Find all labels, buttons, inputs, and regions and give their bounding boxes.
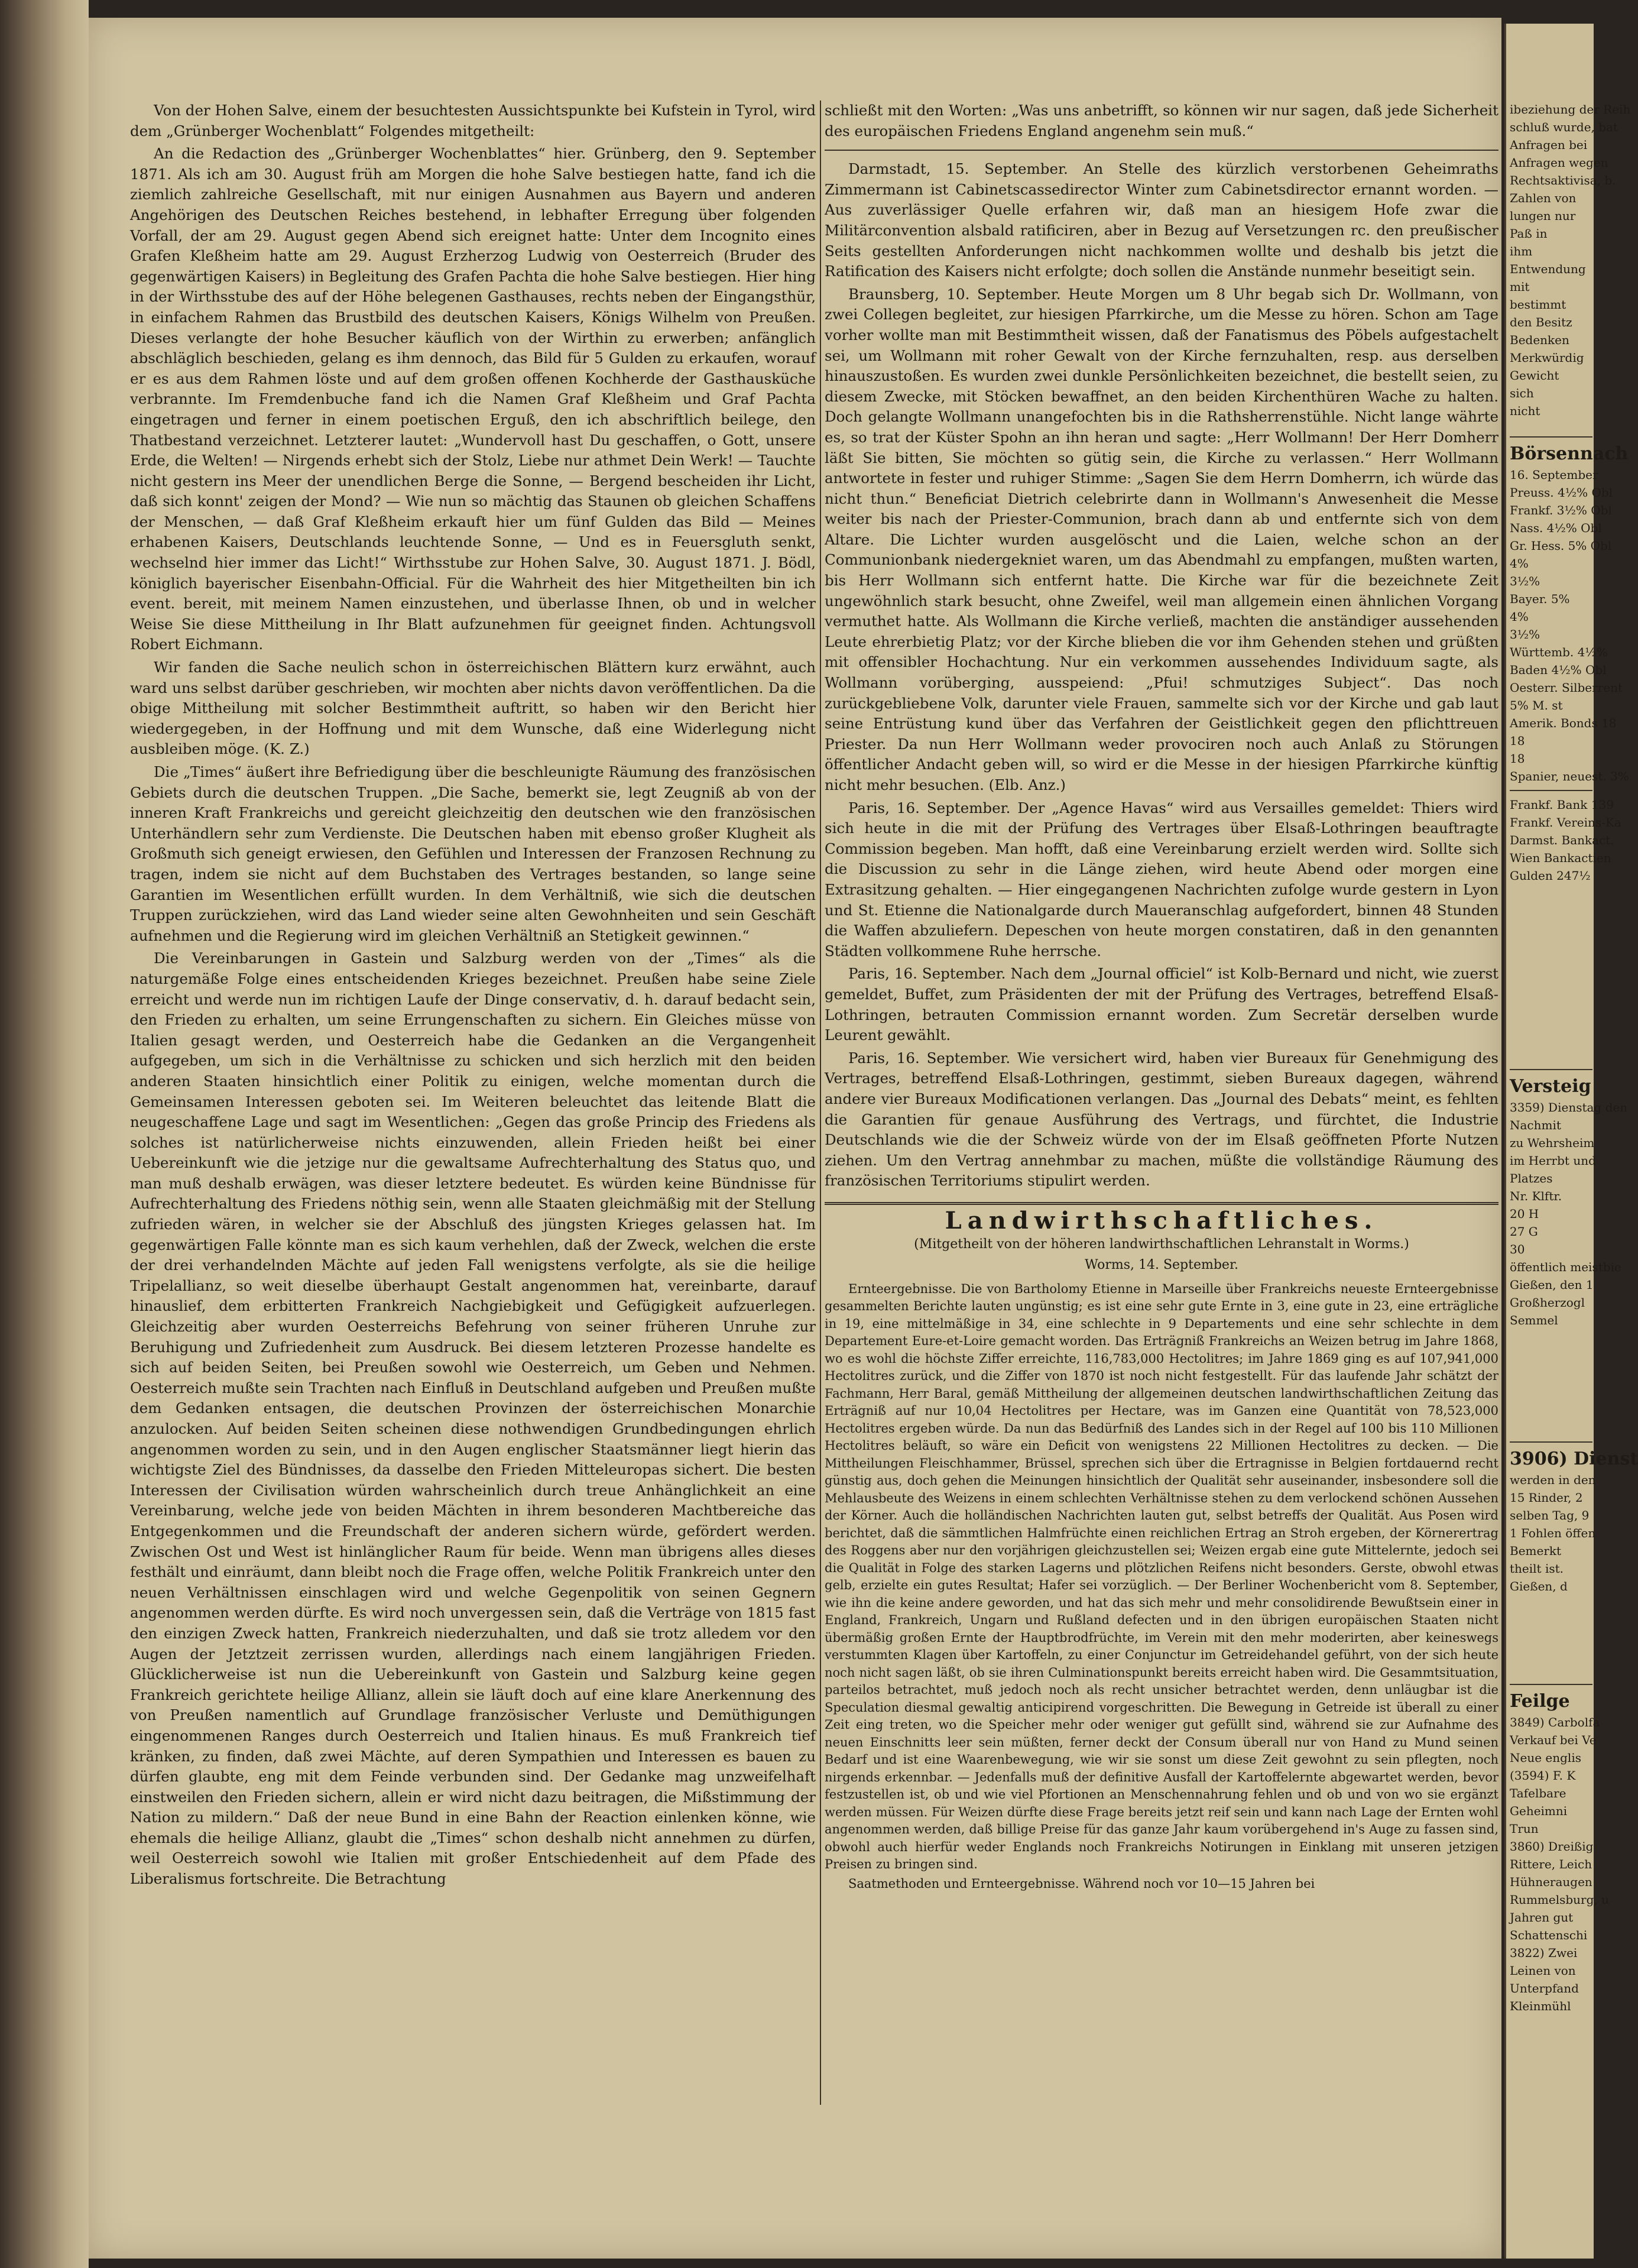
strip-line: Rechtsaktivisa, b.: [1510, 173, 1616, 187]
strip-line: Gr. Hess. 5% Obl: [1510, 539, 1612, 553]
article-paris-3: Paris, 16. September. Wie versichert wird, haben vier Bureaux für Genehmigung des Vertrages, betreffend Elsaß-Lothringen, gestimmt, sieben Bureaux dagegen, während andere vier Bureaux Modificationen verlangen. Das „Journal des Debats“ meint, es fehlten die Garantien für genaue Ausführung des Vertrags, und fürchtet, die Industrie Deutschlands wie die der Schweiz würde von der im Elsaß geöffneten Pforte Nutzen ziehen. Um den Vertrag annehmbar zu machen, müßte die vollständige Räumung des französischen Territoriums stipulirt werden.: [825, 1049, 1498, 1190]
strip-line: Zahlen von: [1510, 191, 1577, 205]
strip-line: Frankf. Vereins-Ka: [1510, 815, 1621, 830]
section-body: [825, 1281, 1498, 1893]
strip-line: 3822) Zwei: [1510, 1946, 1578, 1960]
strip-line: sich: [1510, 386, 1534, 400]
strip-line: Hühneraugen: [1510, 1875, 1592, 1889]
strip-line: Anfragen bei: [1510, 138, 1588, 152]
strip-line: Bedenken: [1510, 333, 1569, 347]
strip-line: 3½%: [1510, 627, 1540, 641]
strip-line: Rittere, Leich: [1510, 1857, 1592, 1871]
strip-line: Nachmit: [1510, 1118, 1561, 1132]
section-divider: [825, 1202, 1498, 1205]
strip-line: Jahren gut: [1510, 1910, 1574, 1924]
other-title: 3906) Dienst: [1510, 1449, 1638, 1469]
strip-line: Merkwürdig: [1510, 351, 1584, 365]
article-paris-1: Paris, 16. September. Der „Agence Havas“ wird aus Versailles gemeldet: Thiers wird sich heute in die mit der Prüfung des Vertrages über Elsaß-Lothringen beauftragte Commission begeben. Man hofft, daß eine Vereinbarung erzielt werden wird. Sollte sich die Discussion zu sehr in die Länge ziehen, wird heute Abend oder morgen eine Extrasitzung gehalten. — Hier eingegangenen Nachrichten zufolge wurde gestern in Lyon und St. Etienne die Nationalgarde durch Maueranschlag aufgefordert, binnen 48 Stunden die Waffen abzuliefern. Depeschen von heute morgen constatiren, daß in den genannten Städten vollkommene Ruhe herrsche.: [825, 799, 1498, 960]
strip-line: Bayer. 5%: [1510, 592, 1570, 606]
strip-line: 30: [1510, 1242, 1525, 1256]
versteig-title: Versteig: [1510, 1076, 1591, 1097]
strip-line: Paß in: [1510, 226, 1548, 241]
article-times-2: Die Vereinbarungen in Gastein und Salzburg werden von der „Times“ als die naturgemäße Folge eines entscheidenden Krieges bezeichnet. Preußen habe seine Ziele erreicht und werde nun im richtigen Laufe der Dinge conservativ, d. h. darauf bedacht sein, den Frieden zu erhalten, um seine Errungenschaften zu sichern. Ein Gleiches müsse von Italien gesagt werden, und Oesterreich habe die Gedanken an die Vergangenheit aufgegeben, um sich in die Verhältnisse zu schicken und sich herzlich mit den beiden anderen Staaten hinsichtlich einer Politik zu einigen, welche momentan durch die Gemeinsamen Interessen geboten sei. Im Weiteren beleuchtet das leitende Blatt die neugeschaffene Lage und sagt im Wesentlichen: „Gegen das große Princip des Friedens als solches ist natürlicherweise nichts einzuwenden, allein Frieden heißt bei einer Uebereinkunft wie die jetzige nur die gewaltsame Aufrechterhaltung des Status quo, und man muß deshalb erwägen, was dieser letztere bedeutet. Es würden keine Bündnisse für Aufrechterhaltung des Friedens nöthig sein, wenn alle Staaten gleichmäßig mit der Stellung zufrieden wären, in welcher sie der Abschluß des jüngsten Krieges gelassen hat. Im gegenwärtigen Falle könnte man es sich kaum verhehlen, daß der Zweck, welchen die erste der drei verhandelnden Mächte auf jeden Fall wenigstens verfolgte, als sie die heilige Tripelallianz, so weit dieselbe überhaupt Gestalt angenommen hat, vereinbarte, darauf hinauslief, dem erbitterten Frankreich Nachgiebigkeit und Gefügigkeit aufzuerlegen. Gleichzeitig aber wurden Oesterreichs Befehrung von seiner früheren Unruhe zur Beruhigung und Zufriedenheit zum Ausdruck. Bei diesem letzteren Prozesse handelte es sich auf beiden Seiten, bei Preußen sowohl wie Oesterreich, um Geben und Nehmen. Oesterreich mußte sein Trachten nach Einfluß in Deutschland aufgeben und Preußen mußte dem Gedanken entsagen, die deutschen Provinzen der österreichischen Monarchie anzulocken. Auf beiden Seiten scheinen diese nothwendigen Grundbedingungen ehrlich angenommen worden zu sein, und in den Augen englischer Staatsmänner liegt hierin das wichtigste Ziel des Bündnisses, da dasselbe den Frieden Mitteleuropas sichert. Die besten Interessen der Civilisation würden wahrscheinlich durch treue Anhänglichkeit an eine Vereinbarung, welche jede von beiden Mächten in ihrem besonderen Machtbereiche das Entgegenkommen und die Freundschaft der anderen sichern würde, gefördert werden. Zwischen Ost und West ist hinlänglicher Raum für beide. Wenn man übrigens alles dieses festhält und einräumt, dann bleibt noch die Frage offen, welche Politik Frankreich unter den neuen Verhältnissen einschlagen wird und welche Gegenpolitik von seinen Gegnern angenommen werden dürfte. Es wird noch unvergessen sein, daß die Verträge von 1815 fast den einzigen Zweck hatten, Frankreich niederzuhalten, und daß sie trotz alledem vor den Augen der Jetztzeit zerrissen wurden, allerdings nach einem langjährigen Frieden. Glücklicherweise ist nun die Uebereinkunft von Gastein und Salzburg keine gegen Frankreich gerichtete heilige Allianz, allein sie läuft doch auf eine klare Anerkennung des von Preußen namentlich auf Grundlage französischer Verluste und Demüthigungen eingenommenen Ranges durch Oesterreich und Italien hinaus. Es muß Frankreich tief kränken, zu finden, daß zwei Mächte, auf deren Sympathien und Interessen es bauen zu dürfen glaubte, eng mit dem Feinde verbunden sind. Der Gedanke mag unzweifelhaft einstweilen den Frieden sichern, allein er wird nicht dazu beitragen, die Mißstimmung der Nation zu mildern.“ Daß der neue Bund in eine Bahn der Reaction einlenken könne, wie ehemals die heilige Allianz, glaubt die „Times“ schon deshalb nicht annehmen zu dürfen, weil Oesterreich sowohl wie Italien mit großer Entschiedenheit auf dem Pfade des Liberalismus fortschreite. Die Betrachtung: [130, 950, 816, 1888]
versteig-list: [1510, 1099, 1628, 1329]
strip-line: 3860) Dreißig: [1510, 1839, 1594, 1854]
divider: [825, 150, 1498, 151]
adjacent-page-strip: [1504, 24, 1638, 2259]
strip-line: 3½%: [1510, 574, 1540, 588]
strip-line: Darmst. Bankact.: [1510, 833, 1614, 847]
section-subtitle: (Mitgetheilt von der höheren landwirthschaftlichen Lehranstalt in Worms.): [914, 1237, 1409, 1252]
feilge-list: [1510, 1713, 1610, 2015]
strip-line: mit: [1510, 280, 1530, 294]
other-list: [1510, 1471, 1596, 1595]
strip-line: Gulden 247½: [1510, 869, 1591, 883]
article-times-1: Die „Times“ äußert ihre Befriedigung über die beschleunigte Räumung des französischen Gebiets durch die deutschen Truppen. „Die Sache, bemerkt sie, legt Zeugniß ab von der inneren Kraft Frankreichs und gereicht gleichzeitig den deutschen wie den französischen Unterhändlern sehr zum Verdienste. Die Deutschen haben mit ebenso großer Klugheit als Großmuth sich geneigt erwiesen, den Gefühlen und Interessen der Franzosen Rechnung zu tragen, indem sie nicht auf dem Buchstaben des Vertrages bestanden, so lange seine Garantien im Wesentlichen erfüllt wurden. In dem Verhältniß, wie sich die deutschen Truppen zurückziehen, wird das Land wieder seine alten Gewohnheiten und sein Geschäft aufnehmen und die Regierung wird im gleichen Verhältniß an Stetigkeit gewinnen.“: [130, 763, 816, 944]
strip-line: Bemerkt: [1510, 1544, 1562, 1558]
strip-line: Anfragen wegen: [1510, 155, 1608, 170]
strip-line: im Herrbt und: [1510, 1154, 1596, 1168]
strip-line: Gießen, d: [1510, 1579, 1568, 1593]
strip-line: Schattenschi: [1510, 1928, 1588, 1942]
strip-rule: [1510, 1441, 1592, 1443]
strip-line: (3594) F. K: [1510, 1768, 1576, 1783]
article-hohe-salve-intro: Von der Hohen Salve, einem der besuchtesten Aussichtspunkte bei Kufstein in Tyrol, wird dem „Grünberger Wochenblatt“ Folgendes mitgetheilt:: [130, 102, 816, 140]
boersen-list-2: [1510, 796, 1621, 884]
strip-line: Gießen, den 1: [1510, 1278, 1594, 1292]
strip-line: Rummelsburg, u: [1510, 1893, 1610, 1907]
strip-line: Gewicht: [1510, 368, 1559, 383]
strip-line: 5% M. st: [1510, 698, 1563, 712]
boersen-date: 16. September: [1510, 468, 1598, 482]
strip-line: ibeziehung der Reih: [1510, 102, 1631, 116]
strip-other: [1510, 1437, 1638, 1595]
strip-line: Spanier, neuest. 3%: [1510, 769, 1629, 783]
strip-line: Nr. Klftr.: [1510, 1189, 1562, 1203]
strip-line: Baden 4½% Obl: [1510, 663, 1607, 677]
strip-line: 3359) Dienstag den: [1510, 1100, 1628, 1114]
strip-line: 27 G: [1510, 1224, 1538, 1239]
article-ernteergebnisse: Ernteergebnisse. Die von Bartholomy Etienne in Marseille über Frankreichs neueste Ernteergebnisse gesammelten Berichte lauten ungünstig; es ist eine sehr gute Ernte in 3, eine gute in 23, eine erträgliche in 19, eine mittelmäßige in 34, eine schlechte in 9 Departements und eine sehr schlechte in dem Departement Eure-et-Loire gemacht worden. Das Erträgniß Frankreichs an Weizen betrug im Jahre 1868, wo es wohl die höchste Ziffer erreichte, 116,783,000 Hectolitres; im Jahre 1869 ging es auf 107,941,000 Hectolitres zurück, und die Ziffer von 1870 ist noch nicht festgestellt. Für das laufende Jahr schätzt der Fachmann, Herr Baral, gemäß Mittheilung der allgemeinen deutschen landwirthschaftlichen Zeitung das Erträgniß auf nur 10,04 Hectolitres per Hectare, was im Ganzen eine Quantität von 78,523,000 Hectolitres ergeben würde. Da nun das Bedürfniß des Landes sich in der Regel auf 100 bis 110 Millionen Hectolitres beläuft, so wäre ein Deficit von wenigstens 22 Millionen Hectolitres zu decken. — Die Mittheilungen Fleischhammer, Brüssel, sprechen sich über die Ertragnisse in Belgien fortdauernd recht günstig aus, doch gehen die Meinungen hinsichtlich der Qualität sehr auseinander, insbesondere soll die Mehlausbeute des Weizens in einem schlechten Verhältnisse stehen zu dem verlockend schönen Aussehen der Körner. Auch die holländischen Nachrichten lauten gut, selbst betreffs der Qualität. Aus Posen wird berichtet, daß die sämmtlichen Halmfrüchte einen reichlichen Ertrag an Stroh ergeben, der Körnerertrag des Roggens aber nur den vorjährigen gleichzustellen sei; Weizen ergab eine gute Mittelernte, jedoch sei die Qualität in Folge des starken Lagerns und plötzlichen Reifens nicht besonders. Gerste, obwohl etwas gelb, erzielte ein gutes Resultat; Hafer sei vorzüglich. — Der Berliner Wochenbericht vom 8. September, wie ihn die keine andere geworden, und hat das sich mehr und mehr consolidirende Bewußtsein einer in England, Frankreich, Ungarn und Rußland defecten und in den übrigen europäischen Staaten nicht übermäßig großen Ernte der Hauptbrodfrüchte, im Verein mit den mehr moderirten, aber keineswegs verstummten Klagen über Kartoffeln, zu einer Conjunctur im Getreidehandel geführt, von der sich heute noch nicht sagen läßt, ob sie ihren Culminationspunkt bereits erreicht haben wird. Die Gesammtsituation, parteilos betrachtet, muß jedoch noch als recht unsicher betrachtet werden, denn unläugbar ist die Speculation diesmal gewaltig anticipirend vorgeschritten. Die Bewegung in Getreide ist überall zu einer Zeit eing treten, wo die Speicher mehr oder weniger gut gefüllt sind, während sie zur Aufnahme des neuen Einschnitts leer sein müßten, ferner deckt der Consum überall nur von Hand zu Mund seinen Bedarf und ist eine Waarenbewegung, wie wir sie sonst um diese Zeit gewohnt zu sein pflegten, noch nirgends erkennbar. — Jedenfalls muß der definitive Ausfall der Kartoffelernte abgewartet werden, bevor festzustellen ist, ob und wie viel Pfortionen an Menschennahrung fehlen und ob und von wo sie ergänzt werden müssen. Für Weizen dürfte diese Frage bereits jetzt reif sein und kann nach Lage der Ernten wohl angenommen werden, daß billige Preise für das ganze Jahr kaum vorübergehend in's Auge zu fassen sind, obwohl auch hierfür weder Englands noch Frankreichs Notirungen in Einklang mit unseren jetzigen Preisen zu bringen sind.: [825, 1281, 1498, 1872]
strip-line: Kleinmühl: [1510, 1999, 1571, 2013]
strip-line: 1 Fohlen öffen: [1510, 1526, 1596, 1540]
strip-line: Neue englis: [1510, 1751, 1581, 1765]
strip-line: Württemb. 4½%: [1510, 645, 1608, 659]
strip-rule: [1510, 436, 1592, 438]
article-hohe-salve-letter: An die Redaction des „Grünberger Wochenblattes“ hier. Grünberg, den 9. September 1871. Als ich am 30. August früh am Morgen die hohe Salve bestiegen hatte, fand ich die ziemlich zahlreiche Gesellschaft, mit nur einigen Ausnahmen aus Bayern und anderen Angehörigen des Deutschen Reiches bestehend, in lebhafter Erregung über folgenden Vorfall, der am 29. August gegen Abend sich ereignet hatte: Unter dem Incognito eines Grafen Kleßheim hatte am 29. August Erzherzog Ludwig von Oesterreich (Bruder des gegenwärtigen Kaisers) in Begleitung des Grafen Pachta die hohe Salve bestiegen. Hier hing in der Wirthsstube des auf der Höhe belegenen Gasthauses, rechts neben der Eingangsthür, in einfachem Rahmen das Brustbild des deutschen Kaisers, Königs Wilhelm von Preußen. Dieses verlangte der hohe Besucher käuflich von der Wirthin zu erwerben; anfänglich abschläglich beschieden, gelang es ihm dennoch, das Bild für 5 Gulden zu erkaufen, worauf er es aus dem Rahmen löste und auf dem großen offenen Kochherde der Gasthausküche verbrannte. Im Fremdenbuche fand ich die Namen Graf Kleßheim und Graf Pachta eingetragen und ferner in einem poetischen Erguß, den ich abschriftlich beilege, den Thatbestand verzeichnet. Letzterer lautet: „Wundervoll hast Du geschaffen, o Gott, unsere Erde, die Welten! — Nirgends erhebt sich der Stolz, Liebe nur athmet Dein Werk! — Tauchte nicht gestern ins Meer der unendlichen Berge die Sonne, — Bergend bescheiden ihr Licht, daß sich konnt' zeigen der Mond? — Wie nun so mächtig das Staunen ob gleichen Schaffens der Menschen, — daß Graf Kleßheim erkauft hier um fünf Gulden das Bild — Meines erhabenen Kaisers, Deutschlands leuchtende Sonne, — Und es in Feuersgluth senkt, wechselnd hier immer das Licht!“ Wirthsstube zur Hohen Salve, 30. August 1871. J. Bödl, königlich bayerischer Eisenbahn-Official. Für die Wahrheit des hier Mitgetheilten bin ich event. bereit, mit meinem Namen einzustehen, und überlasse Ihnen, ob und in welcher Weise Sie diese Mittheilung in Ihr Blatt aufzunehmen für geeignet finden. Achtungsvoll Robert Eichmann.: [130, 145, 816, 653]
strip-line: Entwendung: [1510, 262, 1586, 276]
article-braunsberg: Braunsberg, 10. September. Heute Morgen um 8 Uhr begab sich Dr. Wollmann, von zwei Collegen begleitet, zur hiesigen Pfarrkirche, um die Messe zu hören. Schon am Tage vorher wollte man mit Bestimmtheit wissen, daß der Fanatismus des Pöbels aufgestachelt sei, um Wollmann mit roher Gewalt von der Kirche fernzuhalten, resp. aus derselben hinauszustoßen. Es wurden zwei dunkle Persönlichkeiten bezeichnet, die bestellt seien, zu diesem Zwecke, mit Stöcken bewaffnet, an den beiden Kirchenthüren Wache zu halten. Doch gelangte Wollmann unangefochten bis in die Rathsherrenstühle. Nicht lange währte es, so trat der Küster Spohn an ihn heran und sagte: „Herr Wollmann! Der Herr Domherr läßt Sie bitten, Sie möchten so gütig sein, die Kirche zu verlassen.“ Herr Wollmann antwortete in fester und ruhiger Stimme: „Sagen Sie dem Herrn Domherrn, ich würde das nicht thun.“ Beneficiat Dietrich celebrirte dann in Wollmann's Anwesenheit die Messe weiter bis nach der Priester-Communion, brach dann ab und entfernte sich von dem Altare. Die Lichter wurden ausgelöscht und die Laien, welche schon an der Communionbank niedergekniet waren, um das Abendmahl zu empfangen, mußten warten, bis Herr Wollmann sich entfernt hatte. Die Kirche war für die bezeichnete Zeit ungewöhnlich stark besucht, ohne Zweifel, weil man allgemein einen ähnlichen Vorgang vermuthet hatte. Als Wollmann die Kirche verließ, machten die anständiger aussehenden Leute ehrerbietig Platz; vor der Kirche blieben die vor ihm Gehenden stehen und grüßten mit offensibler Hochachtung. Nur ein verkommen aussehendes Individuum sagte, als Wollmann vorüberging, ausspeiend: „Pfui! schmutziges Subject“. Das noch zurückgebliebene Volk, darunter viele Frauen, sammelte sich vor der Kirche und gab laut seine Entrüstung kund über das Verfahren der Geistlichkeit gegen den pflichttreuen Priester. Da nun Herr Wollmann weder provociren noch auch Anlaß zu Störungen öffentlicher Andacht geben will, so wird er die Messe in der hiesigen Pfarrkirche künftig nicht mehr besuchen. (Elb. Anz.): [825, 285, 1498, 793]
strip-line: theilt ist.: [1510, 1561, 1564, 1576]
right-column: [825, 101, 1498, 1894]
strip-line: 4%: [1510, 610, 1529, 624]
strip-line: bestimmt: [1510, 297, 1566, 312]
strip-feilge: [1510, 1679, 1610, 2015]
book-binding: [0, 0, 89, 2268]
strip-line: Frankf. 3½% Obl: [1510, 503, 1612, 517]
strip-line: den Besitz: [1510, 315, 1572, 329]
article-darmstadt: Darmstadt, 15. September. An Stelle des kürzlich verstorbenen Geheimraths Zimmermann ist Cabinetscassedirector Winter zum Cabinetsdirector ernannt worden. — Aus zuverlässiger Quelle erfahren wir, daß man an hiesigem Hofe zwar die Militärconvention alsbald ratificiren, aber in Bezug auf Versetzungen rc. den preußischer Seits gestellten Anforderungen nicht nachkommen wollte und deshalb bis jetzt die Ratification des Kaisers nicht erfolgte; doch sollen die Anstände nunmehr beseitigt sein.: [825, 160, 1498, 280]
strip-line: Wien Bankactien: [1510, 851, 1611, 865]
strip-line: 20 H: [1510, 1207, 1539, 1221]
section-title: Landwirthschaftliches.: [945, 1206, 1378, 1235]
section-dateline: Worms, 14. September.: [1084, 1258, 1239, 1273]
left-column: [130, 101, 816, 1892]
strip-line: Preuss. 4½% Obl: [1510, 485, 1613, 500]
strip-line: Leinen von: [1510, 1964, 1576, 1978]
column-rule: [820, 101, 821, 2105]
newspaper-page: [89, 18, 1501, 2259]
strip-line: 4%: [1510, 556, 1529, 571]
article-paris-2: Paris, 16. September. Nach dem „Journal officiel“ ist Kolb-Bernard und nicht, wie zuerst gemeldet, Buffet, zum Präsidenten der mit der Prüfung des Vertrages, betreffend Elsaß-Lothringen, betrauten Commission ernannt worden. Zum Secretär derselben wurde Leurent gewählt.: [825, 965, 1498, 1044]
strip-boersen: [1510, 432, 1629, 884]
strip-line: Verkauf bei Ve: [1510, 1733, 1597, 1747]
strip-top-text: [1510, 101, 1631, 420]
feilge-title: Feilge: [1510, 1691, 1570, 1712]
strip-line: 15 Rinder, 2: [1510, 1491, 1583, 1505]
strip-line: öffentlich meistbie: [1510, 1260, 1621, 1274]
strip-line: Tafelbare: [1510, 1786, 1566, 1800]
strip-line: Großherzogl: [1510, 1295, 1585, 1310]
strip-line: lungen nur: [1510, 209, 1576, 223]
strip-line: Geheimni: [1510, 1804, 1568, 1818]
article-times-end: schließt mit den Worten: „Was uns anbetrifft, so können wir nur sagen, daß jede Sicherheit des europäischen Friedens England angenehm sein muß.“: [825, 102, 1498, 140]
strip-rule: [1510, 1069, 1592, 1070]
strip-line: 3849) Carbolfa: [1510, 1715, 1600, 1729]
strip-line: Nass. 4½% Obl: [1510, 521, 1602, 535]
strip-line: nicht: [1510, 404, 1540, 418]
strip-rule: [1510, 1684, 1592, 1685]
boersen-list: [1510, 484, 1629, 785]
strip-line: selben Tag, 9: [1510, 1508, 1590, 1522]
strip-line: 18: [1510, 751, 1525, 766]
article-hohe-salve-comment: Wir fanden die Sache neulich schon in österreichischen Blättern kurz erwähnt, auch ward uns selbst darüber geschrieben, wir mochten aber nichts davon veröffentlichen. Da die obige Mittheilung mit solcher Bestimmtheit auftritt, so haben wir den Bericht hier wiedergegeben, in der Hoffnung und mit dem Wunsche, daß eine Widerlegung nicht ausbleiben möge. (K. Z.): [130, 659, 816, 758]
strip-versteig: [1510, 1064, 1628, 1329]
article-saatmethoden: Saatmethoden und Ernteergebnisse. Während noch vor 10—15 Jahren bei: [848, 1876, 1315, 1891]
strip-line: zu Wehrsheim: [1510, 1136, 1595, 1150]
strip-line: Unterpfand: [1510, 1981, 1579, 1995]
strip-line: schluß wurde, bat: [1510, 120, 1618, 134]
strip-line: Frankf. Bank 139: [1510, 798, 1614, 812]
strip-line: ihm: [1510, 244, 1533, 258]
strip-line: Trun: [1510, 1822, 1539, 1836]
strip-rule: [1510, 790, 1592, 791]
strip-line: Oesterr. Silberrent: [1510, 681, 1623, 695]
strip-line: 18: [1510, 734, 1525, 748]
strip-line: werden in den: [1510, 1473, 1596, 1487]
strip-line: Platzes: [1510, 1171, 1553, 1185]
boersen-title: Börsennach: [1510, 443, 1629, 464]
strip-line: Amerik. Bonds 18: [1510, 716, 1617, 730]
strip-line: Semmel: [1510, 1313, 1558, 1327]
